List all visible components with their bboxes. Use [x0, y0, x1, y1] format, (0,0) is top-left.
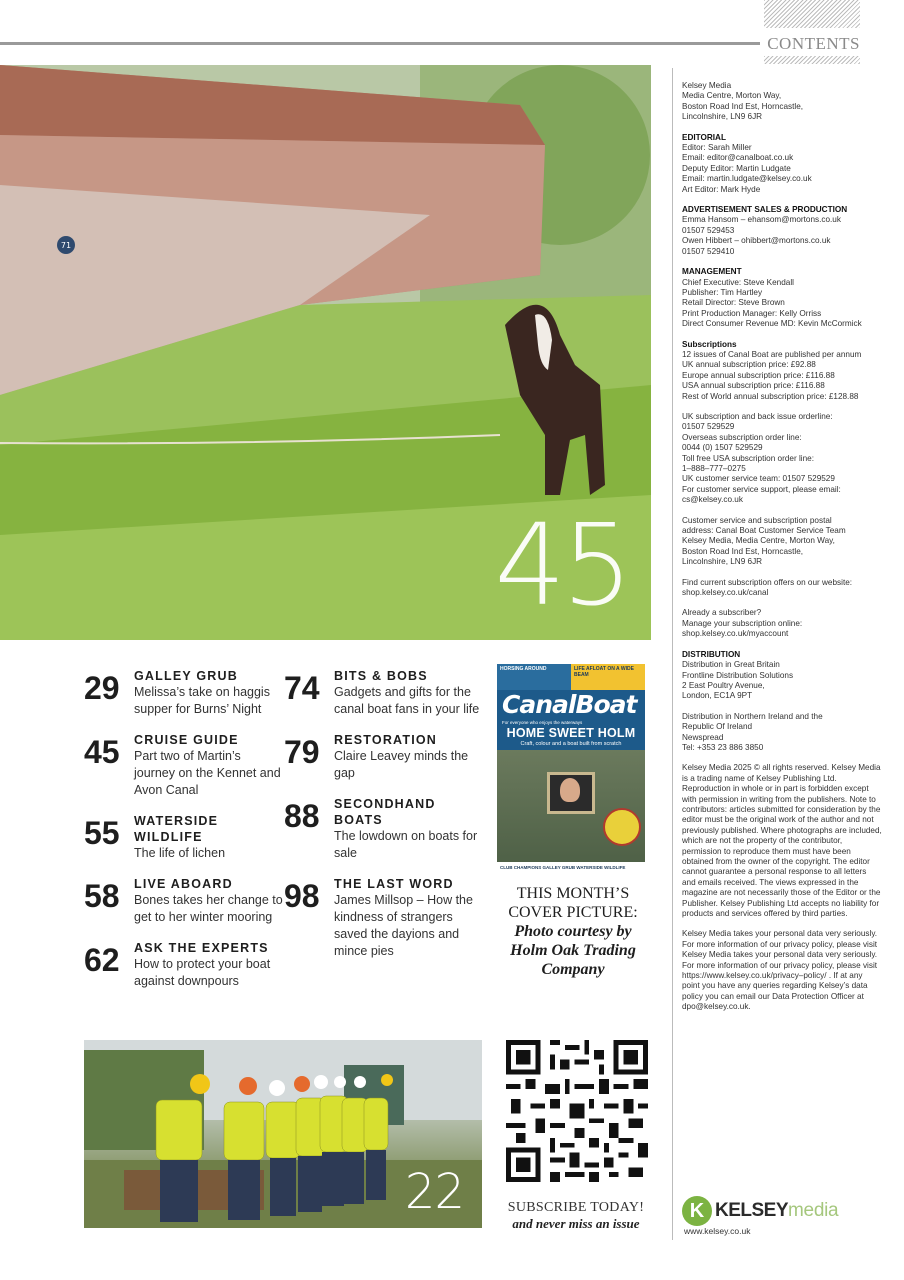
ads-line: 01507 529410	[682, 246, 735, 256]
distribution-line: 2 East Poultry Avenue,	[682, 680, 765, 690]
sidebar-divider	[672, 68, 673, 1240]
offers-link[interactable]: shop.kelsey.co.uk/canal	[682, 588, 769, 598]
address-line: Lincolnshire, LN9 6JR	[682, 112, 763, 122]
toc-title: RESTORATION	[334, 733, 438, 747]
toc-title: SECONDHAND BOATS	[334, 797, 436, 827]
toc-title: WATERSIDE WILDLIFE	[134, 814, 219, 844]
editorial-heading: EDITORIAL	[682, 132, 726, 142]
postal-line: Boston Road Ind Est, Horncastle,	[682, 546, 804, 556]
toc-description: Gadgets and gifts for the canal boat fans in your life	[334, 685, 480, 716]
toc-title: THE LAST WORD	[334, 877, 454, 891]
toc-description: Bones takes her change to get to her winter mooring	[134, 893, 283, 924]
address-line: Boston Road Ind Est, Horncastle,	[682, 101, 804, 111]
toc-page-number: 74	[284, 670, 320, 706]
orderline-line: 1–888–777–0275	[682, 464, 746, 473]
distribution-line: London, EC1A 9PT	[682, 691, 753, 701]
masthead-sidebar	[682, 81, 882, 1023]
orderline-line: 01507 529529	[682, 422, 735, 432]
toc-page-number: 62	[84, 942, 120, 978]
subscriptions-line: UK annual subscription price: £92.88	[682, 360, 816, 370]
photo-page-number: 22	[404, 1164, 464, 1220]
orderline-line: UK subscription and back issue orderline:	[682, 411, 833, 421]
group-photo	[84, 1040, 482, 1228]
distribution-heading: DISTRIBUTION	[682, 649, 741, 659]
orderline-line: Toll free USA subscription order line:	[682, 453, 814, 463]
cover-bottom-bar: CLUB CHAMPIONS GALLEY GRUB WATERSIDE WILDLIFE	[497, 862, 645, 874]
toc-description: James Millsop – How the kindness of strangers saved the dayions and mince pies	[334, 893, 473, 958]
cover-caption-credit: Photo courtesy by Holm Oak Trading Company	[510, 923, 636, 978]
toc-title: ASK THE EXPERTS	[134, 941, 269, 955]
address-line: Media Centre, Morton Way,	[682, 91, 782, 101]
toc-item[interactable]	[84, 940, 284, 990]
subscriptions-heading: Subscriptions	[682, 339, 737, 349]
already-line: Manage your subscription online:	[682, 618, 803, 628]
distribution-block	[682, 650, 882, 702]
kelsey-media-logo[interactable]	[682, 1196, 838, 1226]
toc-column-left	[84, 668, 284, 1004]
subscriptions-line: Rest of World annual subscription price: £128.88	[682, 391, 859, 401]
ads-line: 01507 529453	[682, 225, 735, 235]
distribution-ni-line: Distribution in Northern Ireland and the	[682, 711, 823, 721]
legal-text: Kelsey Media 2025 © all rights reserved. Kelsey Media is a trading name of Kelsey Publishing Ltd. Reproduction in whole or in part is forbidden except with permission in writing from the publishers. Note to contributors: articles submitted for consideration by the editor must be the original work of the author and not previously published. Where photographs are included, which are not the property of the contributor, permission to reproduce them must have been obtained from the owner of the copyright. The editor cannot guarantee a personal response to all letters and emails received. The views expressed in the magazine are not necessarily those of the Editor or the Publisher. Kelsey Publishing Ltd accepts no liability for products and services offered by third parties.	[682, 763, 882, 919]
privacy-text: Kelsey Media takes your personal data very seriously. For more information of our privacy policy, please visit Kelsey Media takes your personal data very seriously. For more information of our privacy policy, please visit https://www.kelsey.co.uk/privacy–policy/ . If at any point you have any queries regarding Kelsey’s data policy you can email our Data Protection Officer at dpo@kelsey.co.uk.	[682, 929, 878, 1012]
cover-caption-title: THIS MONTH’S COVER PICTURE:	[508, 885, 638, 921]
cover-subhead: Craft, colour and a boat built from scratch	[520, 741, 622, 747]
ads-line: Emma Hansom – ehansom@mortons.co.uk	[682, 215, 841, 225]
header-hatch-bottom	[764, 56, 860, 64]
distribution-ni-line: Newspread	[682, 732, 724, 742]
kelsey-url-link[interactable]: www.kelsey.co.uk	[684, 1226, 751, 1236]
magazine-cover[interactable]	[497, 664, 645, 874]
cover-person	[560, 778, 580, 802]
subscribe-heading: SUBSCRIBE TODAY!	[507, 1200, 645, 1215]
toc-title: CRUISE GUIDE	[134, 733, 239, 747]
cover-strip-text: LIFE AFLOAT ON A WIDE BEAM	[571, 664, 645, 690]
subscriptions-line: Europe annual subscription price: £116.88	[682, 370, 835, 380]
editorial-line: Art Editor: Mark Hyde	[682, 184, 761, 194]
postal-line: Customer service and subscription postal	[682, 515, 832, 525]
orderline-line: For customer service support, please email:	[682, 484, 841, 494]
toc-page-number: 88	[284, 798, 320, 834]
toc-description: The life of lichen	[134, 846, 226, 860]
toc-page-number: 45	[84, 734, 120, 770]
orderline-line: UK customer service team: 01507 529529	[682, 474, 835, 484]
postal-line: Lincolnshire, LN9 6JR	[682, 557, 763, 567]
subscribe-tagline: and never miss an issue	[512, 1216, 640, 1231]
editorial-block	[682, 133, 882, 195]
toc-description: Melissa’s take on haggis supper for Burns’ Night	[134, 685, 270, 716]
toc-item[interactable]	[284, 796, 480, 862]
management-line: Publisher: Tim Hartley	[682, 287, 763, 297]
offers-line: Find current subscription offers on our website:	[682, 577, 853, 587]
subscriptions-line: USA annual subscription price: £116.88	[682, 381, 825, 391]
management-line: Print Production Manager: Kelly Orriss	[682, 308, 822, 318]
editorial-line: Editor: Sarah Miller	[682, 143, 752, 153]
kelsey-k-icon: K	[682, 1196, 712, 1226]
toc-page-number: 98	[284, 878, 320, 914]
header-rule	[0, 42, 760, 45]
address-line: Kelsey Media	[682, 81, 732, 90]
hero-photo	[0, 65, 651, 640]
hero-page-number: 45	[494, 501, 629, 631]
kelsey-logo-word: KELSEY	[715, 1200, 789, 1221]
postal-line: Kelsey Media, Media Centre, Morton Way,	[682, 536, 835, 546]
toc-title: GALLEY GRUB	[134, 669, 238, 683]
ads-line: Owen Hibbert – ohibbert@mortons.co.uk	[682, 236, 831, 246]
toc-item[interactable]	[84, 813, 284, 862]
orderlines-block	[682, 412, 882, 506]
toc-item[interactable]	[284, 732, 480, 782]
toc-item[interactable]	[284, 876, 480, 960]
toc-item[interactable]	[84, 732, 284, 799]
bridge-number-text: 71	[60, 241, 72, 250]
management-line: Chief Executive: Steve Kendall	[682, 277, 794, 287]
management-line: Direct Consumer Revenue MD: Kevin McCormick	[682, 319, 862, 329]
editorial-email[interactable]: Email: editor@canalboat.co.uk	[682, 153, 794, 163]
management-block	[682, 267, 882, 329]
ads-heading: ADVERTISEMENT SALES & PRODUCTION	[682, 205, 848, 215]
cover-caption	[494, 884, 652, 979]
distribution-line: Frontline Distribution Solutions	[682, 670, 794, 680]
toc-page-number: 29	[84, 670, 120, 706]
toc-description: Part two of Martin’s journey on the Kennet and Avon Canal	[134, 749, 281, 797]
distribution-ni-block	[682, 712, 882, 754]
cover-strip-text: HORSING AROUND	[500, 666, 547, 672]
distribution-ni-line: Republic Of Ireland	[682, 722, 753, 732]
toc-column-middle	[284, 668, 480, 974]
publisher-address	[682, 81, 882, 123]
toc-description: Claire Leavey minds the gap	[334, 749, 469, 780]
toc-description: How to protect your boat against downpours	[134, 957, 271, 988]
distribution-line: Distribution in Great Britain	[682, 660, 780, 670]
cover-headline: HOME SWEET HOLM	[506, 726, 636, 740]
section-label: CONTENTS	[767, 34, 860, 53]
already-subscriber-block	[682, 608, 882, 639]
toc-item[interactable]	[84, 876, 284, 926]
toc-page-number: 79	[284, 734, 320, 770]
orderline-line: 0044 (0) 1507 529529	[682, 443, 763, 453]
cover-badge	[603, 808, 641, 846]
account-link[interactable]: shop.kelsey.co.uk/myaccount	[682, 629, 789, 639]
kelsey-logo-media: media	[788, 1200, 839, 1221]
already-line: Already a subscriber?	[682, 608, 762, 618]
toc-title: BITS & BOBS	[334, 669, 428, 683]
toc-description: The lowdown on boats for sale	[334, 829, 478, 860]
orderline-line: Overseas subscription order line:	[682, 432, 802, 442]
cover-tagline: For everyone who enjoys the waterways	[502, 720, 583, 725]
orderline-email[interactable]: cs@kelsey.co.uk	[682, 495, 743, 505]
subscriptions-line: 12 issues of Canal Boat are published per annum	[682, 349, 862, 359]
toc-page-number: 58	[84, 878, 120, 914]
toc-page-number: 55	[84, 815, 120, 851]
offers-block	[682, 578, 882, 599]
ads-block	[682, 205, 882, 257]
distribution-ni-line: Tel: +353 23 886 3850	[682, 742, 764, 752]
cover-top-strip	[497, 664, 645, 690]
toc-item[interactable]	[84, 668, 284, 718]
management-line: Retail Director: Steve Brown	[682, 298, 785, 308]
toc-item[interactable]	[284, 668, 480, 718]
cover-logo: CanalBoat	[502, 690, 637, 719]
subscribe-qr-code[interactable]	[506, 1040, 648, 1182]
postal-block	[682, 516, 882, 568]
subscriptions-block	[682, 340, 882, 402]
postal-line: address: Canal Boat Customer Service Team	[682, 526, 846, 536]
editorial-email[interactable]: Email: martin.ludgate@kelsey.co.uk	[682, 174, 812, 184]
editorial-line: Deputy Editor: Martin Ludgate	[682, 163, 791, 173]
management-heading: MANAGEMENT	[682, 267, 742, 277]
toc-title: LIVE ABOARD	[134, 877, 233, 891]
header-hatch-top	[764, 0, 860, 28]
